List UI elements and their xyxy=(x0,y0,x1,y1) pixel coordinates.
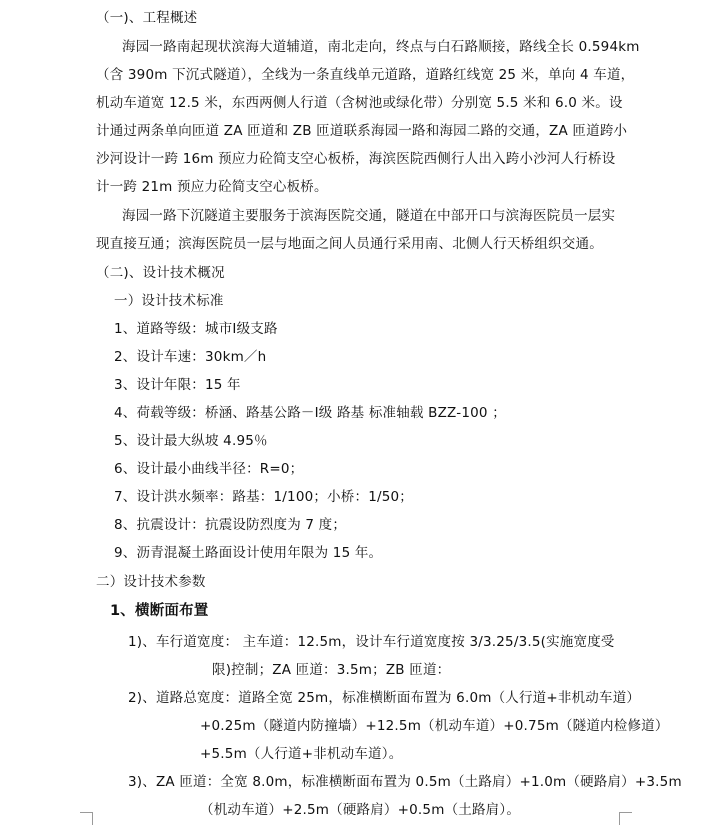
param-line: +0.25m（隧道内防撞墙）+12.5m（机动车道）+0.75m（隧道内检修道） xyxy=(200,718,669,734)
param-line: 1)、车行道宽度： 主车道：12.5m，设计车行道宽度按 3/3.25/3.5(实施宽度受 xyxy=(128,634,615,650)
paragraph-line: 计通过两条单向匝道 ZA 匝道和 ZB 匝道联系海园一路和海园二路的交通，ZA 匝道跨小 xyxy=(96,123,628,139)
paragraph-line: 机动车道宽 12.5 米，东西两侧人行道（含树池或绿化带）分别宽 5.5 米和 6.0 米。设 xyxy=(96,95,623,111)
param-line: 2)、道路总宽度：道路全宽 25m，标准横断面布置为 6.0m（人行道+非机动车道） xyxy=(128,690,641,706)
section-heading-overview: （一)、工程概述 xyxy=(96,10,198,26)
param-line: 3)、ZA 匝道：全宽 8.0m，标准横断面布置为 0.5m（土路肩）+1.0m（硬路肩）+3.5m xyxy=(128,774,682,790)
page-corner-mark xyxy=(619,812,632,825)
heading-cross-section: 1、横断面布置 xyxy=(110,603,209,619)
page-corner-mark xyxy=(80,812,93,825)
paragraph-line: 计一跨 21m 预应力砼简支空心板桥。 xyxy=(96,179,328,195)
subsection-heading-standards: 一）设计技术标准 xyxy=(114,293,224,309)
paragraph-line: 沙河设计一跨 16m 预应力砼简支空心板桥，海滨医院西侧行人出入跨小沙河人行桥设 xyxy=(96,151,616,167)
standard-item: 8、抗震设计：抗震设防烈度为 7 度； xyxy=(114,517,347,533)
section-heading-tech: （二)、设计技术概况 xyxy=(96,265,225,281)
param-line: （机动车道）+2.5m（硬路肩）+0.5m（土路肩）。 xyxy=(200,802,521,818)
standard-item: 5、设计最大纵坡 4.95％ xyxy=(114,433,268,449)
paragraph-line: 海园一路南起现状滨海大道辅道，南北走向，终点与白石路顺接，路线全长 0.594km xyxy=(122,39,640,55)
standard-item: 9、沥青混凝土路面设计使用年限为 15 年。 xyxy=(114,545,383,561)
standard-item: 4、荷载等级：桥涵、路基公路－Ⅰ级 路基 标准轴载 BZZ-100 ； xyxy=(114,405,506,421)
standard-item: 1、道路等级：城市Ⅰ级支路 xyxy=(114,321,278,337)
standard-item: 7、设计洪水频率：路基：1/100；小桥：1/50； xyxy=(114,489,414,505)
param-line: +5.5m（人行道+非机动车道）。 xyxy=(200,746,403,762)
standard-item: 6、设计最小曲线半径：R=0； xyxy=(114,461,304,477)
paragraph-line: 现直接互通；滨海医院员一层与地面之间人员通行采用南、北侧人行天桥组织交通。 xyxy=(96,236,603,252)
paragraph-line: 海园一路下沉隧道主要服务于滨海医院交通，隧道在中部开口与滨海医院员一层实 xyxy=(122,208,616,224)
standard-item: 3、设计年限：15 年 xyxy=(114,377,241,393)
param-line: 限)控制；ZA 匝道：3.5m；ZB 匝道： xyxy=(212,662,451,678)
standard-item: 2、设计车速：30km／h xyxy=(114,349,267,365)
paragraph-line: （含 390m 下沉式隧道），全线为一条直线单元道路，道路红线宽 25 米，单向 4 车道， xyxy=(96,67,635,83)
subsection-heading-params: 二）设计技术参数 xyxy=(96,574,206,590)
